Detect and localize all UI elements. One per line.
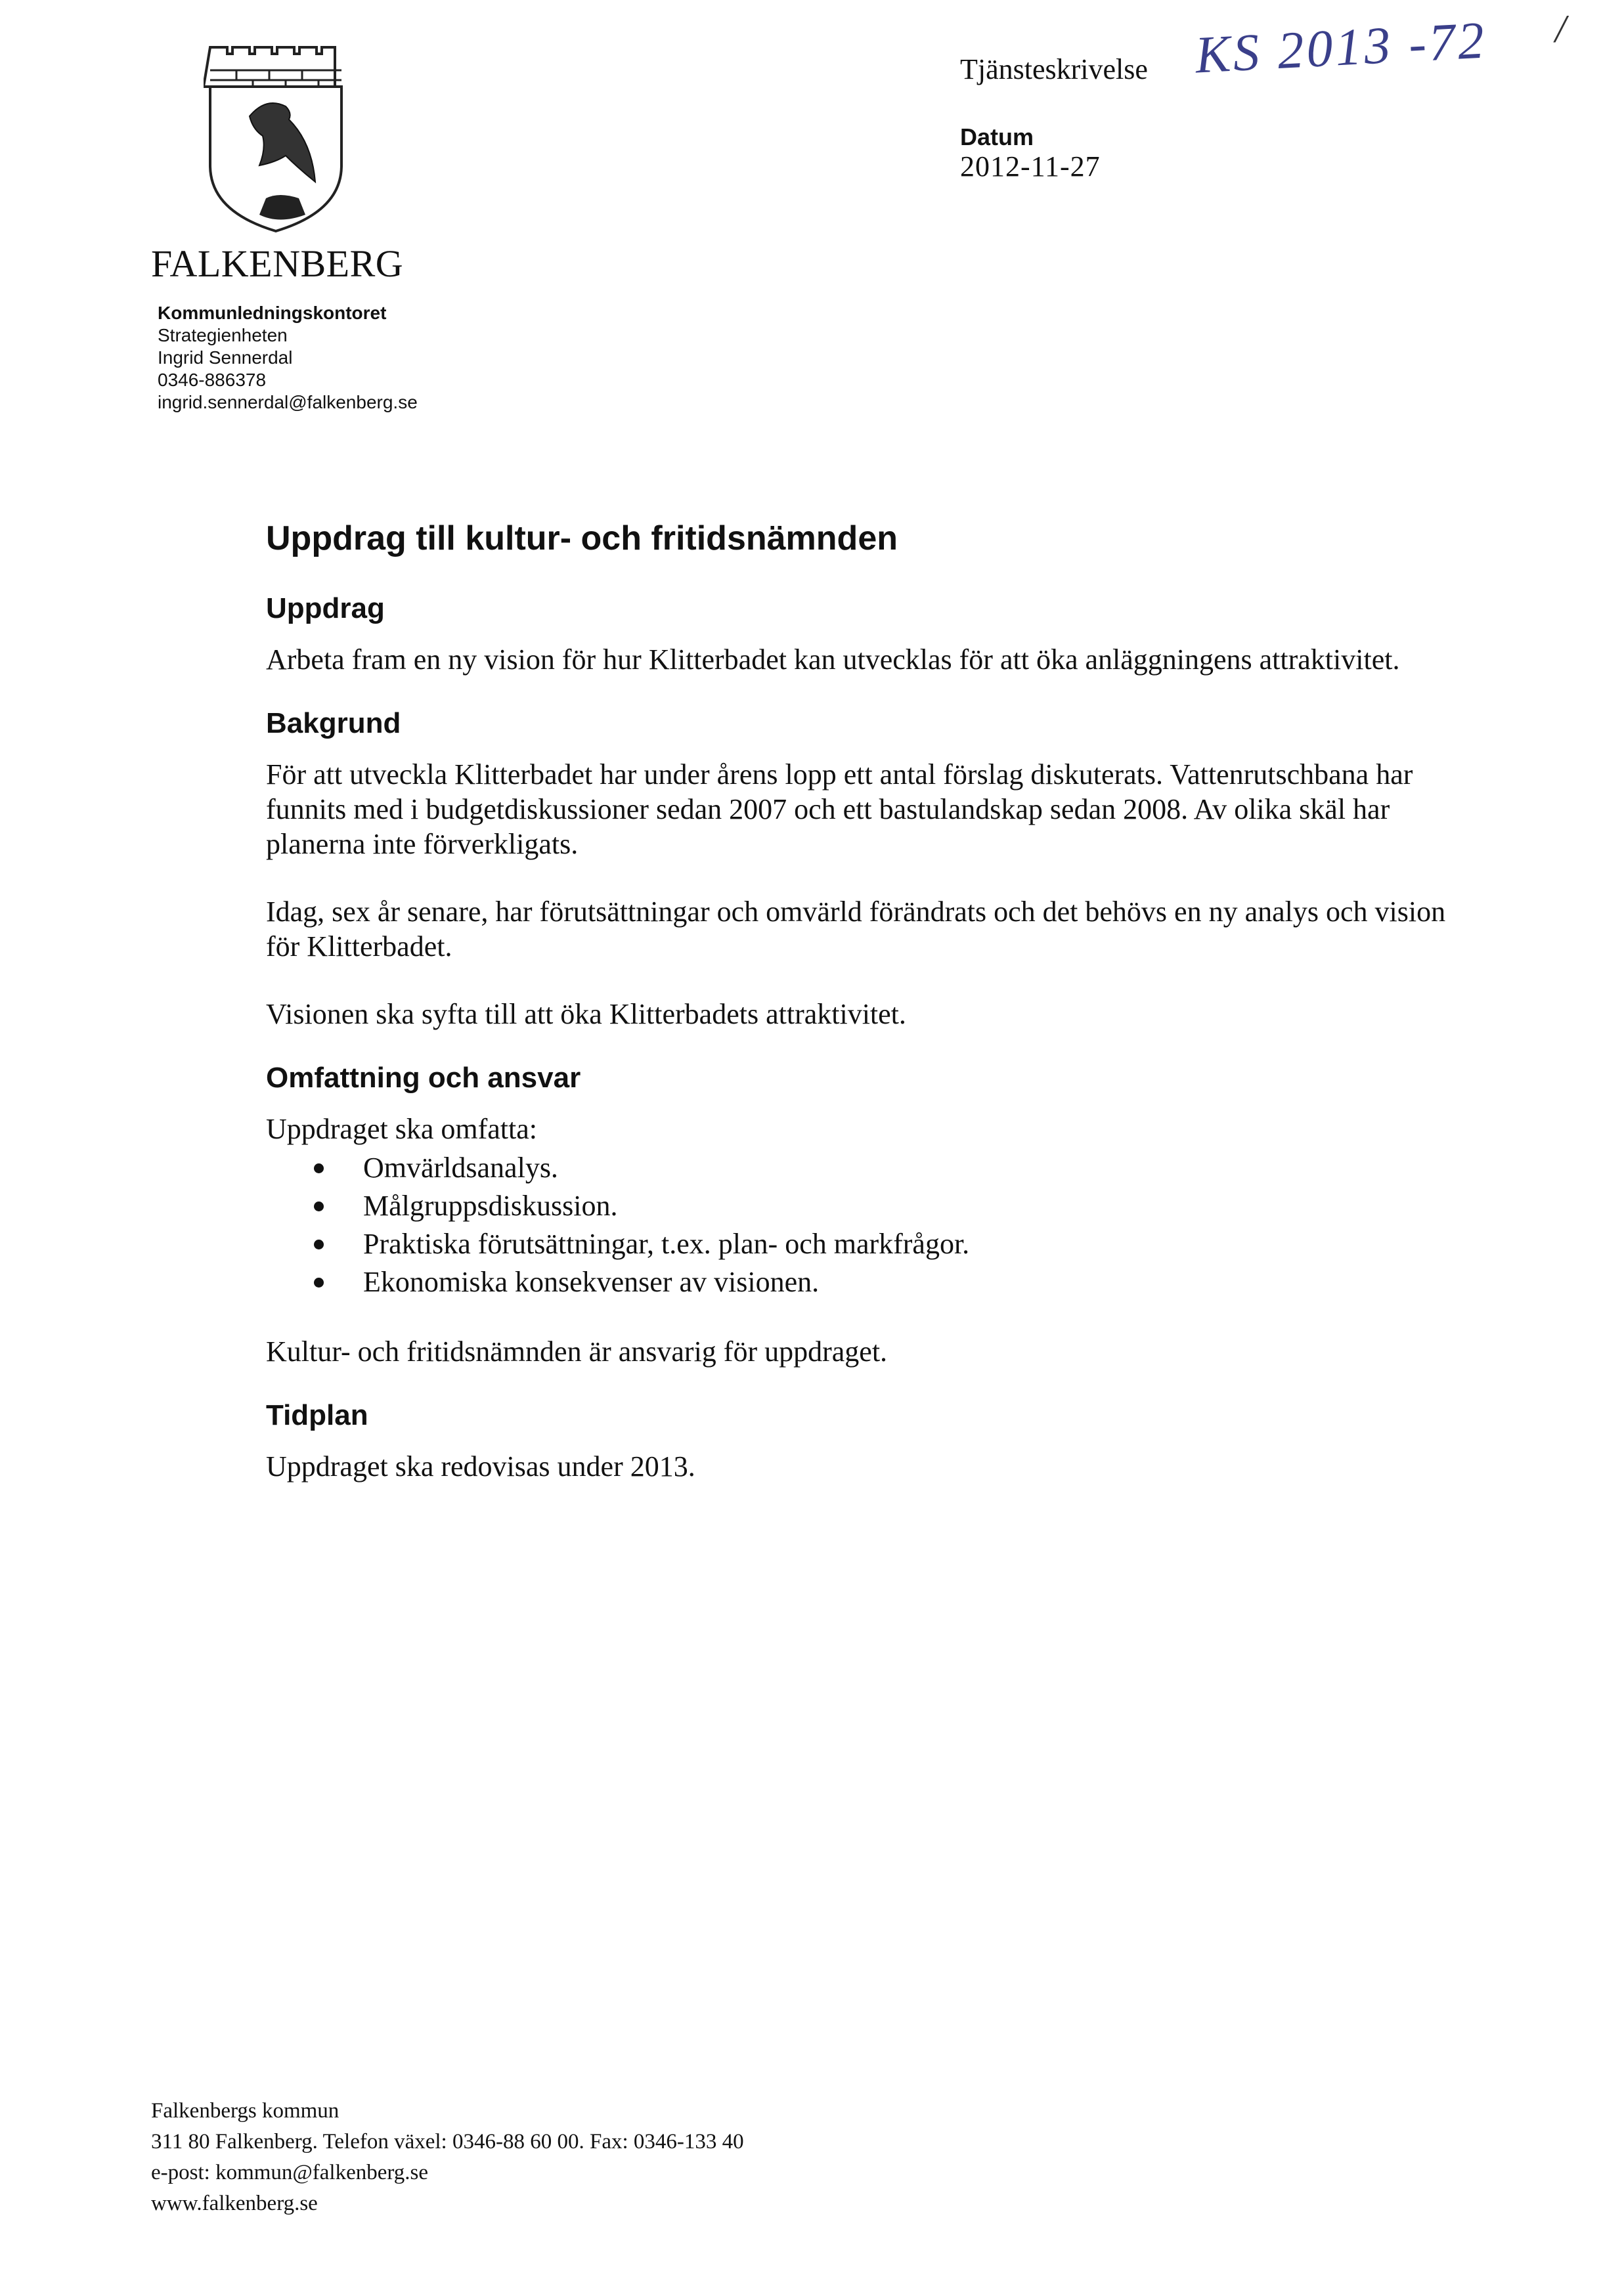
- list-item: Omvärldsanalys.: [266, 1149, 1468, 1187]
- document-title: Uppdrag till kultur- och fritidsnämnden: [266, 519, 898, 557]
- bakgrund-paragraph: Idag, sex år senare, har förutsättningar och omvärld förändrats och det behövs en ny analys och vision för Klitterbadet.: [266, 896, 1446, 963]
- sender-block: [158, 302, 418, 414]
- omfattning-closing: Kultur- och fritidsnämnden är ansvarig för uppdraget.: [266, 1335, 888, 1368]
- list-item: Ekonomiska konsekvenser av visionen.: [266, 1263, 1468, 1301]
- contact-name: Ingrid Sennerdal: [158, 347, 293, 368]
- omfattning-list: [266, 1149, 1468, 1301]
- section-heading-tidplan: Tidplan: [266, 1399, 368, 1431]
- falcon-coat-of-arms-icon: [204, 41, 348, 238]
- footer: [151, 2096, 744, 2219]
- department: Kommunledningskontoret: [158, 303, 387, 323]
- footer-org: Falkenbergs kommun: [151, 2099, 340, 2123]
- omfattning-intro: Uppdraget ska omfatta:: [266, 1113, 537, 1145]
- municipality-name: FALKENBERG: [151, 242, 404, 285]
- bakgrund-paragraph: För att utveckla Klitterbadet har under årens lopp ett antal förslag diskuterats. Vattenrutschbana har funnits med i budgetdiskussioner sedan 2007 och ett bastulandskap sedan 2008. Av olika skäl har planerna inte förverkligats.: [266, 758, 1413, 860]
- footer-email: e-post: kommun@falkenberg.se: [151, 2161, 429, 2184]
- document-body: [266, 519, 1468, 1484]
- footer-web: www.falkenberg.se: [151, 2192, 318, 2215]
- uppdrag-text: Arbeta fram en ny vision för hur Klitterbadet kan utvecklas för att öka anläggningens attraktivitet.: [266, 643, 1400, 676]
- section-heading-bakgrund: Bakgrund: [266, 707, 401, 739]
- bakgrund-paragraph: Visionen ska syfta till att öka Klitterbadets attraktivitet.: [266, 998, 906, 1030]
- section-heading-uppdrag: Uppdrag: [266, 592, 385, 624]
- unit: Strategienheten: [158, 325, 288, 345]
- list-item: Praktiska förutsättningar, t.ex. plan- och markfrågor.: [266, 1225, 1468, 1263]
- contact-phone: 0346-886378: [158, 370, 267, 390]
- footer-address: 311 80 Falkenberg. Telefon växel: 0346-88 60 00. Fax: 0346-133 40: [151, 2130, 744, 2154]
- section-heading-omfattning: Omfattning och ansvar: [266, 1062, 581, 1094]
- tidplan-text: Uppdraget ska redovisas under 2013.: [266, 1450, 695, 1483]
- document-type: Tjänsteskrivelse: [960, 53, 1148, 85]
- handwritten-reference: KS 2013 -72: [1193, 11, 1488, 85]
- date-label: Datum: [960, 123, 1034, 150]
- contact-email: ingrid.sennerdal@falkenberg.se: [158, 392, 418, 412]
- date-value: 2012-11-27: [960, 150, 1101, 183]
- handwritten-corner-mark: /: [1555, 7, 1566, 51]
- list-item: Målgruppsdiskussion.: [266, 1187, 1468, 1225]
